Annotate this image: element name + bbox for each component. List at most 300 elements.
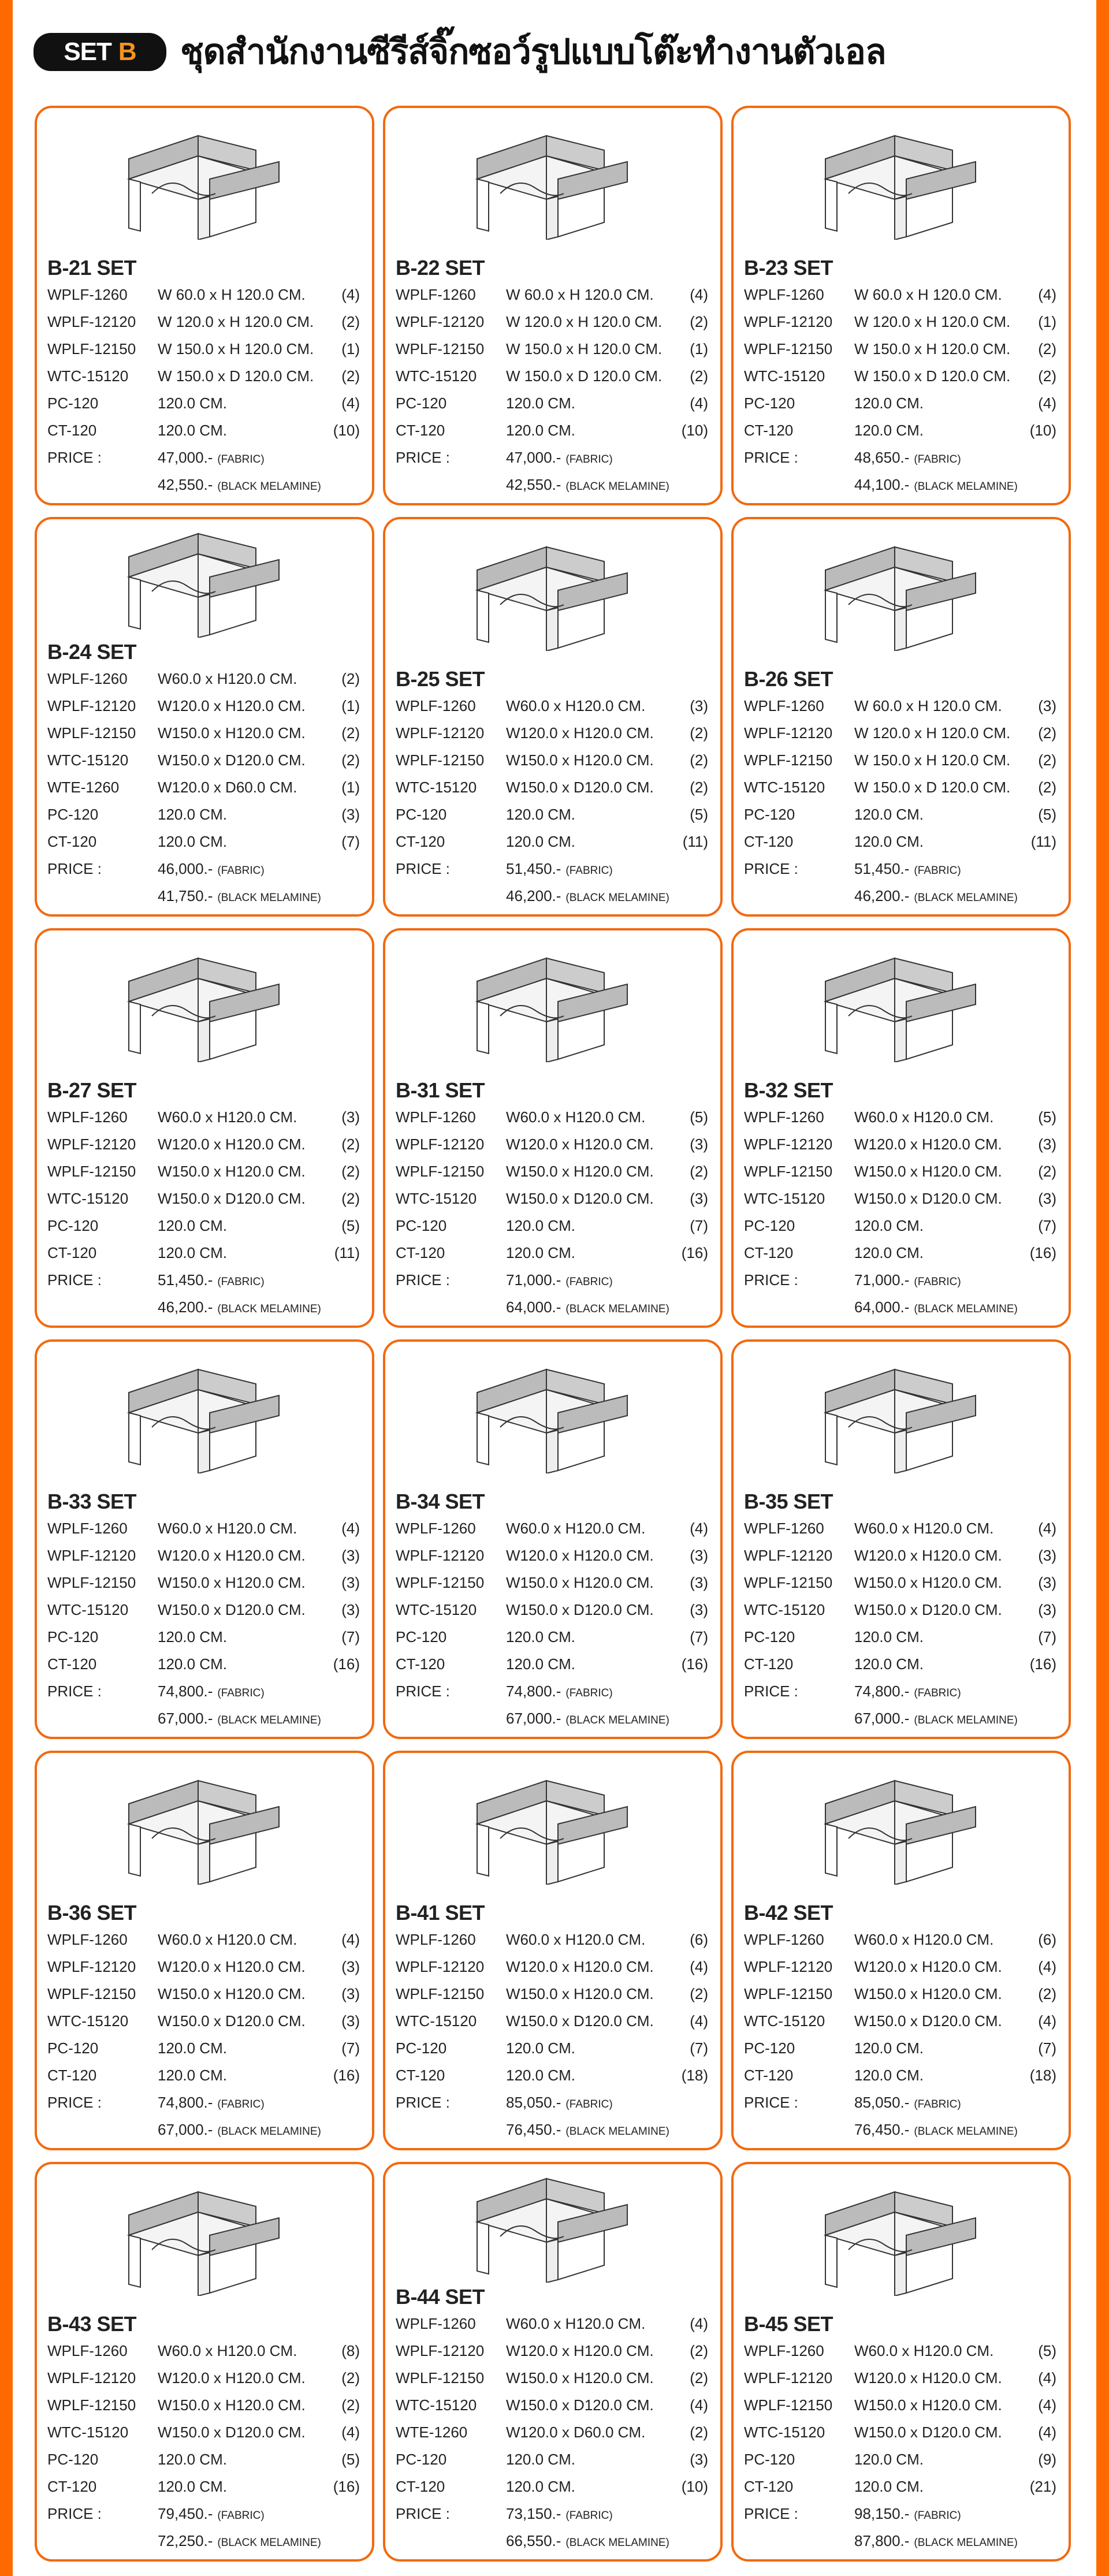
price-fabric-value: 71,000.- — [506, 1271, 561, 1289]
item-code: PC-120 — [744, 2451, 795, 2468]
price-melamine-value: 67,000.- — [506, 1710, 561, 1727]
price-fabric — [854, 860, 1056, 878]
item-dimensions: W60.0 x H120.0 CM. — [854, 1520, 994, 1537]
price-row-fabric — [744, 2500, 1056, 2527]
item-code: WPLF-12120 — [744, 724, 833, 742]
price-fabric-value: 71,000.- — [854, 1271, 910, 1289]
item-code: PC-120 — [47, 806, 99, 823]
price-melamine-label: (BLACK MELAMINE) — [914, 2125, 1018, 2138]
set-card — [731, 517, 1071, 917]
item-code: WPLF-12150 — [47, 724, 136, 742]
item-code: PC-120 — [47, 1217, 99, 1234]
item-quantity: (7) — [690, 1628, 708, 1646]
item-code: CT-120 — [396, 833, 445, 850]
item-dimensions: W60.0 x H120.0 CM. — [158, 670, 297, 687]
item-code: WPLF-12150 — [744, 1574, 833, 1591]
item-dimensions: 120.0 CM. — [158, 2067, 227, 2084]
item-code: WPLF-12120 — [744, 1136, 833, 1153]
spec-row — [47, 828, 360, 855]
item-code: WPLF-12150 — [396, 751, 485, 769]
item-dimensions: 120.0 CM. — [506, 1217, 575, 1234]
item-quantity: (4) — [341, 394, 360, 412]
item-code: CT-120 — [47, 422, 97, 439]
price-fabric — [158, 1682, 360, 1700]
spec-row — [47, 2008, 360, 2035]
price-row-fabric — [744, 2089, 1056, 2116]
item-quantity: (4) — [690, 2315, 708, 2332]
item-dimensions: 120.0 CM. — [854, 422, 924, 439]
left-orange-border — [0, 0, 13, 2576]
price-fabric — [158, 1271, 360, 1289]
spec-row — [47, 1104, 360, 1131]
spec-row — [744, 720, 1056, 747]
item-quantity: (4) — [341, 1931, 360, 1948]
item-quantity: (4) — [1038, 2396, 1056, 2414]
item-quantity: (3) — [1038, 1190, 1056, 1207]
price-fabric — [854, 2094, 1056, 2112]
price-fabric — [506, 1682, 708, 1700]
price-fabric-label: (FABRIC) — [217, 2098, 265, 2110]
page-title: ชุดสำนักงานซีรีส์จิ๊กซอว์รูปแบบโต๊ะทำงานตัวเอล — [180, 32, 886, 71]
item-quantity: (7) — [341, 1628, 360, 1646]
item-quantity: (2) — [690, 724, 708, 742]
set-name: B-34 SET — [396, 1490, 485, 1513]
price-fabric-label: (FABRIC) — [914, 1276, 961, 1288]
spec-row — [744, 336, 1056, 363]
item-dimensions: W 120.0 x H 120.0 CM. — [854, 724, 1011, 742]
item-code: CT-120 — [47, 1655, 97, 1673]
item-dimensions: 120.0 CM. — [854, 1655, 924, 1673]
item-dimensions: W150.0 x D120.0 CM. — [506, 779, 654, 796]
price-melamine-value: 42,550.- — [506, 476, 561, 493]
item-quantity: (2) — [690, 2369, 708, 2387]
price-fabric — [158, 2094, 360, 2112]
item-dimensions: W60.0 x H120.0 CM. — [158, 1520, 297, 1537]
item-code: WPLF-12150 — [47, 1985, 136, 2002]
item-code: WPLF-12120 — [396, 313, 485, 330]
item-quantity: (21) — [1029, 2478, 1056, 2495]
set-name: B-45 SET — [744, 2312, 833, 2336]
item-code: WTC-15120 — [47, 1190, 129, 1207]
item-quantity: (18) — [1029, 2067, 1056, 2084]
price-melamine-value: 67,000.- — [854, 1710, 910, 1727]
item-code: WTC-15120 — [396, 2012, 477, 2030]
price-row-melamine — [396, 2527, 708, 2555]
spec-row — [47, 747, 360, 774]
item-quantity: (4) — [1038, 1958, 1056, 1975]
item-dimensions: W 120.0 x H 120.0 CM. — [158, 313, 314, 330]
spec-row — [47, 774, 360, 801]
price-melamine — [506, 2121, 708, 2139]
item-dimensions: W120.0 x D60.0 CM. — [158, 779, 297, 796]
item-dimensions: 120.0 CM. — [506, 422, 575, 439]
item-code: WTC-15120 — [744, 779, 825, 796]
item-quantity: (3) — [690, 1136, 708, 1153]
price-row-melamine — [47, 2527, 360, 2555]
item-dimensions: W120.0 x H120.0 CM. — [506, 2342, 654, 2359]
set-card — [383, 2162, 723, 2562]
spec-row — [396, 1185, 708, 1212]
workstation-illustration — [466, 124, 639, 240]
set-name: B-35 SET — [744, 1490, 833, 1513]
workstation-image — [47, 519, 360, 640]
spec-row — [47, 1542, 360, 1569]
item-code: WPLF-12120 — [744, 313, 833, 330]
workstation-image — [744, 1342, 1056, 1490]
price-row-fabric — [396, 2500, 708, 2527]
spec-row — [47, 720, 360, 747]
spec-row — [47, 1953, 360, 1981]
price-row-melamine — [744, 1294, 1056, 1321]
item-quantity: (2) — [1038, 367, 1056, 385]
item-quantity: (3) — [341, 1108, 360, 1126]
price-fabric-label: (FABRIC) — [914, 453, 961, 466]
item-code: WPLF-12150 — [47, 1574, 136, 1591]
price-row-melamine — [744, 883, 1056, 910]
workstation-illustration — [117, 947, 291, 1062]
item-quantity: (7) — [341, 2039, 360, 2057]
item-code: WTE-1260 — [396, 2424, 468, 2441]
price-row-melamine — [396, 883, 708, 910]
item-quantity: (7) — [1038, 1628, 1056, 1646]
spec-row — [396, 390, 708, 417]
workstation-image — [47, 108, 360, 256]
item-code: WPLF-1260 — [744, 1520, 824, 1537]
item-dimensions: W120.0 x H120.0 CM. — [506, 1136, 654, 1153]
item-dimensions: W150.0 x H120.0 CM. — [158, 1985, 306, 2002]
price-fabric-label: (FABRIC) — [914, 2510, 961, 2522]
price-melamine-label: (BLACK MELAMINE) — [914, 481, 1018, 493]
item-dimensions: W150.0 x D120.0 CM. — [158, 2012, 306, 2030]
item-dimensions: 120.0 CM. — [506, 1655, 575, 1673]
item-quantity: (11) — [682, 833, 708, 850]
item-dimensions: W 60.0 x H 120.0 CM. — [506, 286, 654, 303]
item-dimensions: 120.0 CM. — [158, 422, 227, 439]
item-quantity: (4) — [341, 1520, 360, 1537]
price-melamine-label: (BLACK MELAMINE) — [565, 1303, 669, 1315]
item-code: WPLF-12150 — [396, 1574, 485, 1591]
item-code: PC-120 — [396, 1628, 447, 1646]
item-quantity: (3) — [690, 1601, 708, 1618]
spec-row — [47, 390, 360, 417]
item-dimensions: W120.0 x H120.0 CM. — [158, 1136, 306, 1153]
item-code: PC-120 — [744, 1217, 795, 1234]
item-code: WPLF-12120 — [47, 313, 136, 330]
price-row-melamine — [47, 2116, 360, 2143]
item-dimensions: W150.0 x D120.0 CM. — [506, 1601, 654, 1618]
price-row-melamine — [396, 1705, 708, 1732]
item-quantity: (4) — [1038, 1520, 1056, 1537]
item-dimensions: W 150.0 x D 120.0 CM. — [506, 367, 663, 385]
item-code: WPLF-1260 — [744, 697, 824, 714]
item-code: WPLF-1260 — [47, 670, 128, 687]
item-code: WPLF-1260 — [744, 286, 824, 303]
item-quantity: (5) — [1038, 806, 1056, 823]
price-melamine-label: (BLACK MELAMINE) — [217, 2537, 321, 2549]
item-code: WPLF-12120 — [744, 2369, 833, 2387]
item-quantity: (3) — [690, 1190, 708, 1207]
item-dimensions: W120.0 x H120.0 CM. — [506, 1958, 654, 1975]
item-quantity: (5) — [690, 806, 708, 823]
workstation-image — [744, 930, 1056, 1078]
spec-row — [744, 1569, 1056, 1596]
set-name: B-33 SET — [47, 1490, 137, 1513]
item-dimensions: W 60.0 x H 120.0 CM. — [854, 286, 1002, 303]
spec-row — [396, 336, 708, 363]
item-code: PC-120 — [744, 2039, 795, 2057]
item-code: WTC-15120 — [744, 1190, 825, 1207]
item-quantity: (7) — [690, 2039, 708, 2057]
workstation-image — [396, 1753, 708, 1901]
item-code: WPLF-12120 — [396, 2342, 485, 2359]
item-code: WTC-15120 — [47, 2424, 129, 2441]
spec-row — [396, 308, 708, 336]
workstation-illustration — [466, 2167, 639, 2283]
set-card — [383, 106, 723, 505]
item-dimensions: W 120.0 x H 120.0 CM. — [506, 313, 663, 330]
item-quantity: (5) — [690, 1108, 708, 1126]
item-code: WTC-15120 — [47, 751, 129, 769]
spec-row — [744, 2419, 1056, 2446]
spec-row — [396, 1131, 708, 1158]
spec-row — [744, 1926, 1056, 1953]
item-quantity: (1) — [341, 779, 360, 796]
item-dimensions: 120.0 CM. — [506, 2478, 575, 2495]
item-code: PC-120 — [396, 1217, 447, 1234]
price-melamine — [854, 887, 1056, 905]
item-quantity: (2) — [341, 313, 360, 330]
spec-row — [396, 2035, 708, 2062]
item-dimensions: 120.0 CM. — [854, 806, 924, 823]
price-label: PRICE : — [47, 2094, 102, 2111]
item-quantity: (2) — [690, 779, 708, 796]
spec-row — [47, 2392, 360, 2419]
spec-row — [744, 1542, 1056, 1569]
price-melamine-value: 72,250.- — [158, 2532, 213, 2549]
price-fabric-value: 51,450.- — [158, 1271, 213, 1289]
price-label: PRICE : — [396, 1682, 450, 1700]
item-dimensions: W150.0 x D120.0 CM. — [506, 2012, 654, 2030]
item-quantity: (3) — [341, 1985, 360, 2002]
spec-row — [396, 801, 708, 828]
spec-row — [47, 1212, 360, 1239]
spec-row — [396, 2365, 708, 2392]
price-fabric — [506, 1271, 708, 1289]
item-quantity: (4) — [1038, 2369, 1056, 2387]
spec-row — [396, 747, 708, 774]
price-row-melamine — [47, 471, 360, 498]
item-dimensions: W150.0 x D120.0 CM. — [158, 751, 306, 769]
workstation-illustration — [814, 947, 987, 1062]
set-name: B-42 SET — [744, 1901, 833, 1924]
set-name: B-22 SET — [396, 256, 485, 280]
item-quantity: (3) — [690, 1547, 708, 1564]
item-code: CT-120 — [396, 2478, 445, 2495]
price-label: PRICE : — [744, 449, 798, 466]
item-code: CT-120 — [396, 1244, 445, 1261]
spec-row — [396, 2473, 708, 2500]
workstation-image — [47, 930, 360, 1078]
item-dimensions: 120.0 CM. — [506, 806, 575, 823]
item-code: WPLF-12150 — [744, 1985, 833, 2002]
item-code: WPLF-1260 — [744, 2342, 824, 2359]
price-melamine-label: (BLACK MELAMINE) — [217, 481, 321, 493]
price-label: PRICE : — [744, 1271, 798, 1289]
price-label: PRICE : — [47, 860, 102, 877]
price-row-fabric — [744, 855, 1056, 883]
set-name: B-44 SET — [396, 2285, 485, 2309]
price-melamine-label: (BLACK MELAMINE) — [565, 892, 669, 904]
item-code: WPLF-12150 — [47, 2396, 136, 2414]
price-fabric-label: (FABRIC) — [217, 453, 265, 466]
item-quantity: (2) — [1038, 1163, 1056, 1180]
item-dimensions: W150.0 x H120.0 CM. — [854, 1574, 1002, 1591]
item-code: WPLF-1260 — [744, 1108, 824, 1126]
item-code: WPLF-1260 — [396, 1520, 476, 1537]
spec-row — [744, 2337, 1056, 2365]
spec-row — [47, 801, 360, 828]
price-fabric-label: (FABRIC) — [565, 2098, 613, 2110]
set-name: B-26 SET — [744, 667, 833, 691]
item-code: WPLF-1260 — [396, 697, 476, 714]
spec-row — [396, 2062, 708, 2089]
item-code: WPLF-12150 — [744, 2396, 833, 2414]
spec-row — [47, 2365, 360, 2392]
set-card — [731, 2162, 1071, 2562]
item-code: PC-120 — [396, 2451, 447, 2468]
spec-row — [396, 828, 708, 855]
spec-row — [396, 2392, 708, 2419]
item-dimensions: W150.0 x D120.0 CM. — [854, 2012, 1002, 2030]
spec-row — [744, 2035, 1056, 2062]
spec-row — [744, 693, 1056, 720]
spec-row — [744, 1212, 1056, 1239]
item-quantity: (2) — [1038, 340, 1056, 358]
spec-row — [744, 1596, 1056, 1624]
price-melamine — [158, 1710, 360, 1728]
spec-row — [396, 774, 708, 801]
item-dimensions: W150.0 x H120.0 CM. — [158, 1574, 306, 1591]
item-dimensions: W60.0 x H120.0 CM. — [854, 2342, 994, 2359]
item-quantity: (1) — [690, 340, 708, 358]
spec-row — [744, 2473, 1056, 2500]
price-fabric-value: 85,050.- — [506, 2094, 561, 2111]
workstation-image — [396, 519, 708, 667]
spec-row — [744, 1104, 1056, 1131]
price-fabric — [854, 1682, 1056, 1700]
item-dimensions: 120.0 CM. — [854, 1244, 924, 1261]
spec-row — [47, 2035, 360, 2062]
price-fabric-value: 51,450.- — [854, 860, 910, 877]
workstation-illustration — [117, 1769, 291, 1885]
workstation-illustration — [814, 124, 987, 240]
price-melamine — [158, 887, 360, 905]
set-name: B-36 SET — [47, 1901, 137, 1924]
item-quantity: (2) — [690, 313, 708, 330]
spec-row — [744, 2062, 1056, 2089]
item-dimensions: W120.0 x D60.0 CM. — [506, 2424, 646, 2441]
price-row-melamine — [744, 1705, 1056, 1732]
item-quantity: (4) — [690, 1520, 708, 1537]
set-name: B-23 SET — [744, 256, 833, 280]
item-quantity: (3) — [1038, 1136, 1056, 1153]
item-code: WPLF-12150 — [396, 1163, 485, 1180]
item-quantity: (3) — [1038, 1547, 1056, 1564]
price-label: PRICE : — [744, 860, 798, 877]
item-dimensions: W60.0 x H120.0 CM. — [506, 697, 646, 714]
item-code: WPLF-12120 — [744, 1958, 833, 1975]
item-dimensions: W60.0 x H120.0 CM. — [854, 1931, 994, 1948]
spec-row — [744, 1185, 1056, 1212]
price-melamine-label: (BLACK MELAMINE) — [914, 892, 1018, 904]
item-quantity: (1) — [341, 340, 360, 358]
price-melamine — [506, 1298, 708, 1316]
item-dimensions: W150.0 x H120.0 CM. — [158, 724, 306, 742]
set-name: B-25 SET — [396, 667, 485, 691]
item-dimensions: 120.0 CM. — [506, 2067, 575, 2084]
workstation-illustration — [466, 535, 639, 651]
set-card — [383, 1751, 723, 2150]
item-quantity: (3) — [341, 1958, 360, 1975]
right-orange-border — [1096, 0, 1109, 2576]
item-dimensions: W120.0 x H120.0 CM. — [506, 724, 654, 742]
item-dimensions: 120.0 CM. — [506, 2451, 575, 2468]
spec-row — [744, 1131, 1056, 1158]
item-quantity: (7) — [341, 833, 360, 850]
spec-row — [396, 2008, 708, 2035]
spec-row — [396, 1981, 708, 2008]
item-quantity: (3) — [1038, 1574, 1056, 1591]
set-name: B-24 SET — [47, 640, 137, 664]
item-code: WTC-15120 — [47, 2012, 129, 2030]
workstation-image — [47, 1753, 360, 1901]
price-melamine — [506, 476, 708, 494]
price-fabric-label: (FABRIC) — [565, 453, 613, 466]
workstation-image — [744, 1753, 1056, 1901]
item-dimensions: W60.0 x H120.0 CM. — [158, 1931, 297, 1948]
item-quantity: (3) — [341, 806, 360, 823]
spec-row — [396, 1569, 708, 1596]
workstation-illustration — [466, 947, 639, 1062]
price-melamine — [506, 1710, 708, 1728]
item-dimensions: W 60.0 x H 120.0 CM. — [854, 697, 1002, 714]
price-fabric — [854, 2505, 1056, 2523]
item-code: WPLF-12120 — [47, 1136, 136, 1153]
item-quantity: (2) — [341, 1136, 360, 1153]
price-row-fabric — [744, 444, 1056, 471]
price-row-fabric — [744, 1678, 1056, 1705]
item-code: WPLF-12150 — [744, 340, 833, 358]
price-label: PRICE : — [396, 860, 450, 877]
workstation-illustration — [814, 535, 987, 651]
spec-row — [47, 2473, 360, 2500]
item-dimensions: W 150.0 x H 120.0 CM. — [506, 340, 663, 358]
price-row-melamine — [396, 2116, 708, 2143]
price-fabric-label: (FABRIC) — [914, 1687, 961, 1699]
price-fabric — [506, 2505, 708, 2523]
workstation-illustration — [814, 2180, 987, 2296]
set-card — [383, 1339, 723, 1739]
price-fabric-value: 98,150.- — [854, 2505, 910, 2522]
item-quantity: (3) — [341, 1574, 360, 1591]
item-dimensions: W150.0 x H120.0 CM. — [158, 2396, 306, 2414]
price-fabric-value: 47,000.- — [158, 449, 213, 466]
item-dimensions: W60.0 x H120.0 CM. — [506, 1520, 646, 1537]
price-fabric-label: (FABRIC) — [565, 1687, 613, 1699]
item-quantity: (4) — [690, 1958, 708, 1975]
item-quantity: (6) — [690, 1931, 708, 1948]
item-code: WPLF-12150 — [47, 1163, 136, 1180]
